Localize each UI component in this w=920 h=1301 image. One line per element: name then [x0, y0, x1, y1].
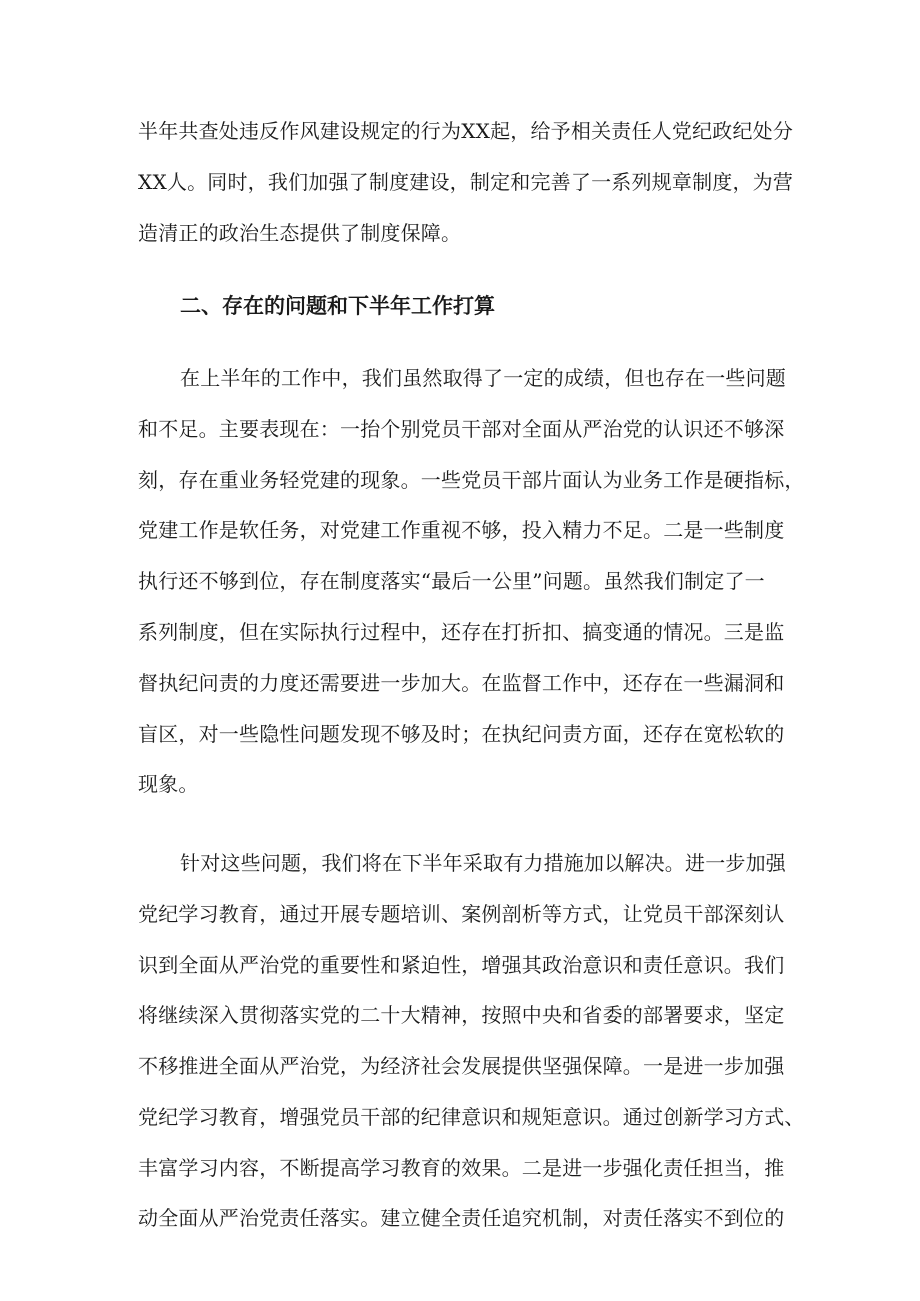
paragraph-line: XX人。同时，我们加强了制度建设，制定和完善了一系列规章制度，为营	[138, 170, 794, 194]
paragraph-line: 和不足。主要表现在：一抬个别党员干部对全面从严治党的认识还不够深	[138, 417, 785, 441]
paragraph-line: 针对这些问题，我们将在下半年采取有力措施加以解决。进一步加强	[180, 851, 786, 875]
paragraph-line: 执行还不够到位，存在制度落实“最后一公里”问题。虽然我们制定了一	[138, 569, 765, 593]
paragraph-line: 在上半年的工作中，我们虽然取得了一定的成绩，但也存在一些问题	[180, 366, 786, 390]
paragraph-line: 不移推进全面从严治党，为经济社会发展提供坚强保障。一是进一步加强	[138, 1054, 785, 1078]
paragraph-line: 丰富学习内容，不断提高学习教育的效果。二是进一步强化责任担当，推	[138, 1156, 785, 1180]
paragraph-line: 刻，存在重业务轻党建的现象。一些党员干部片面认为业务工作是硬指标，	[138, 468, 805, 492]
paragraph-line: 现象。	[138, 772, 199, 796]
paragraph-line: 党建工作是软任务，对党建工作重视不够，投入精力不足。二是一些制度	[138, 518, 785, 542]
paragraph-line: 党纪学习教育，通过开展专题培训、案例剖析等方式，让党员干部深刻认	[138, 902, 785, 926]
paragraph-line: 识到全面从严治党的重要性和紧迫性，增强其政治意识和责任意识。我们	[138, 953, 785, 977]
paragraph-line: 造清正的政治生态提供了制度保障。	[138, 221, 462, 245]
paragraph-line: 督执纪问责的力度还需要进一步加大。在监督工作中，还存在一些漏洞和	[138, 671, 785, 695]
section-heading: 二、存在的问题和下半年工作打算	[180, 294, 495, 318]
paragraph-line: 党纪学习教育，增强党员干部的纪律意识和规矩意识。通过创新学习方式、	[138, 1105, 805, 1129]
paragraph-line: 盲区，对一些隐性问题发现不够及时；在执纪问责方面，还存在宽松软的	[138, 722, 785, 746]
paragraph-line: 系列制度，但在实际执行过程中，还存在打折扣、搞变通的情况。三是监	[138, 620, 785, 644]
paragraph-line: 将继续深入贯彻落实党的二十大精神，按照中央和省委的部署要求，坚定	[138, 1003, 785, 1027]
paragraph-line: 半年共查处违反作风建设规定的行为XX起，给予相关责任人党纪政纪处分	[138, 119, 794, 143]
paragraph-line: 动全面从严治党责任落实。建立健全责任追究机制，对责任落实不到位的	[138, 1206, 785, 1230]
